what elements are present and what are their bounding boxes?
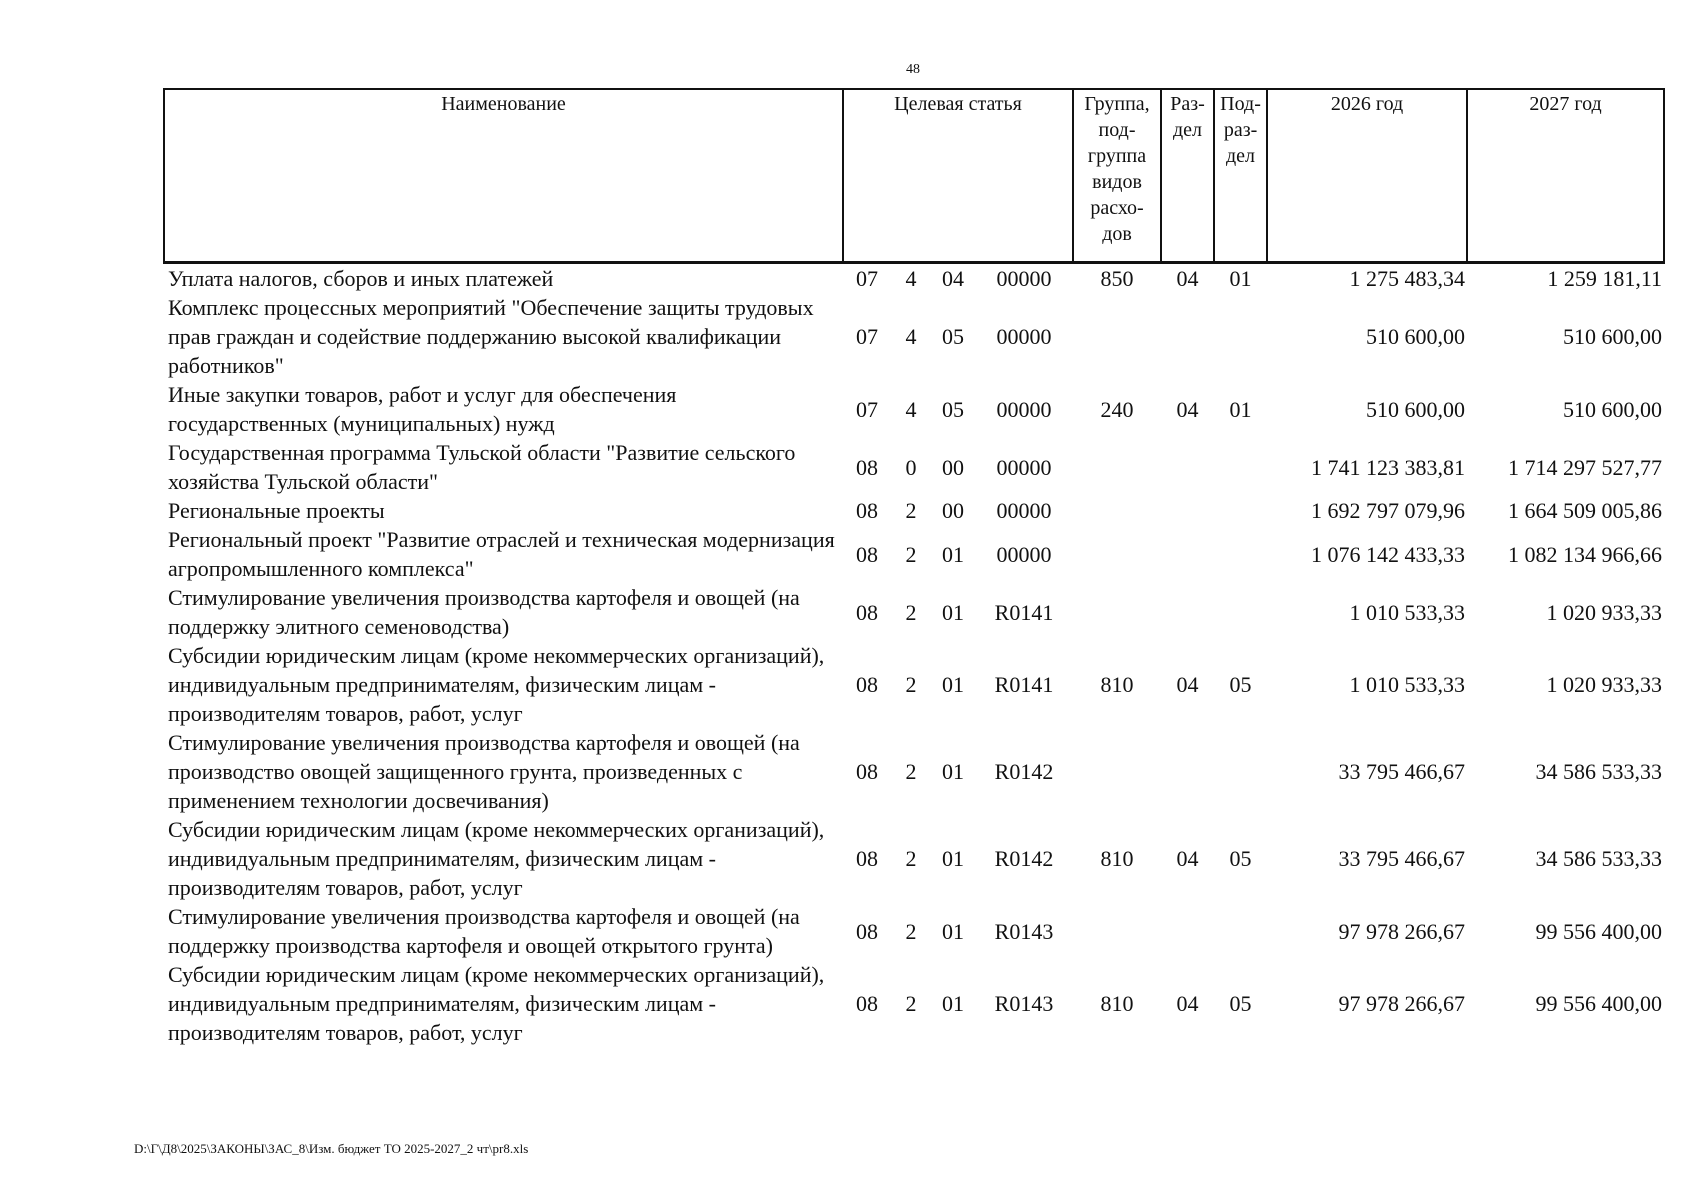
row-name: Субсидии юридическим лицам (кроме некоммерческих организаций), индивидуальным предпринимателям, физическим лицам - производителям товаров, работ, услуг bbox=[168, 817, 825, 900]
row-amount-2026: 1 741 123 383,81 bbox=[1311, 454, 1466, 480]
row-section bbox=[1161, 728, 1214, 815]
table-row bbox=[164, 496, 1664, 525]
row-expense-group bbox=[1073, 583, 1161, 641]
row-amount-2026: 33 795 466,67 bbox=[1338, 846, 1466, 871]
row-section: 04 bbox=[1176, 672, 1199, 697]
row-expense-group bbox=[1073, 525, 1161, 583]
table-header bbox=[164, 89, 1664, 263]
table-row bbox=[164, 902, 1664, 960]
header-expense-group: Группа, под-группа видов расхо-дов bbox=[1073, 89, 1161, 263]
row-name: Уплата налогов, сборов и иных платежей bbox=[168, 266, 554, 291]
row-amount-2026: 1 010 533,33 bbox=[1349, 672, 1466, 697]
row-code-program: 08 bbox=[856, 672, 878, 697]
table-row bbox=[164, 583, 1664, 641]
row-amount-2027: 510 600,00 bbox=[1563, 324, 1663, 349]
row-section: 04 bbox=[1176, 266, 1199, 291]
row-code-type: 2 bbox=[905, 759, 917, 784]
row-subsection: 05 bbox=[1229, 846, 1252, 871]
row-code-program: 07 bbox=[856, 324, 878, 349]
row-code-program: 08 bbox=[856, 759, 878, 784]
row-expense-group: 810 bbox=[1100, 991, 1134, 1016]
row-code-type: 4 bbox=[905, 396, 917, 422]
row-code-program: 08 bbox=[856, 846, 878, 871]
row-subsection bbox=[1214, 525, 1267, 583]
row-subsection: 01 bbox=[1229, 396, 1252, 422]
row-code-type: 2 bbox=[905, 599, 917, 625]
row-subsection bbox=[1214, 728, 1267, 815]
row-expense-group bbox=[1073, 496, 1161, 525]
row-name: Иные закупки товаров, работ и услуг для обеспечения государственных (муниципальных) нужд bbox=[168, 382, 677, 436]
row-code-type: 2 bbox=[905, 498, 917, 523]
row-expense-group bbox=[1073, 438, 1161, 496]
row-code-program: 08 bbox=[856, 918, 878, 944]
row-section bbox=[1161, 496, 1214, 525]
row-section bbox=[1161, 902, 1214, 960]
row-subsection bbox=[1214, 583, 1267, 641]
row-expense-group bbox=[1073, 902, 1161, 960]
row-subsection: 05 bbox=[1229, 991, 1252, 1016]
row-name: Стимулирование увеличения производства картофеля и овощей (на поддержку производства картофеля и овощей открытого грунта) bbox=[168, 904, 800, 958]
page-number: 48 bbox=[906, 62, 920, 77]
header-year-2027: 2027 год bbox=[1467, 89, 1664, 263]
row-code-direction: R0141 bbox=[994, 599, 1054, 625]
row-amount-2026: 1 076 142 433,33 bbox=[1311, 541, 1466, 567]
row-code-direction: 00000 bbox=[996, 541, 1052, 567]
row-code-direction: 00000 bbox=[996, 498, 1052, 523]
row-amount-2027: 1 714 297 527,77 bbox=[1508, 454, 1663, 480]
row-code-type: 2 bbox=[905, 918, 917, 944]
row-code-program: 07 bbox=[856, 396, 878, 422]
row-code-structure: 01 bbox=[942, 918, 964, 944]
row-code-direction: 00000 bbox=[996, 324, 1052, 349]
row-amount-2027: 99 556 400,00 bbox=[1535, 918, 1663, 944]
header-subsection: Под-раз-дел bbox=[1214, 89, 1267, 263]
row-code-structure: 04 bbox=[942, 266, 964, 291]
row-amount-2027: 1 020 933,33 bbox=[1546, 599, 1663, 625]
row-code-structure: 01 bbox=[942, 846, 964, 871]
row-amount-2026: 97 978 266,67 bbox=[1338, 918, 1466, 944]
header-year-2026: 2026 год bbox=[1267, 89, 1467, 263]
budget-table-container bbox=[163, 88, 1663, 1047]
row-code-direction: 00000 bbox=[996, 396, 1052, 422]
row-code-structure: 01 bbox=[942, 599, 964, 625]
table-row bbox=[164, 815, 1664, 902]
row-section bbox=[1161, 583, 1214, 641]
row-expense-group: 810 bbox=[1100, 672, 1134, 697]
table-row bbox=[164, 641, 1664, 728]
row-code-structure: 01 bbox=[942, 759, 964, 784]
row-name: Комплекс процессных мероприятий "Обеспечение защиты трудовых прав граждан и содействие поддержанию высокой квалификации работников" bbox=[168, 295, 814, 378]
row-section: 04 bbox=[1176, 991, 1199, 1016]
row-amount-2027: 99 556 400,00 bbox=[1535, 991, 1663, 1016]
row-code-structure: 00 bbox=[942, 454, 964, 480]
row-subsection bbox=[1214, 902, 1267, 960]
row-code-structure: 01 bbox=[942, 541, 964, 567]
row-code-type: 0 bbox=[905, 454, 917, 480]
table-body bbox=[164, 263, 1664, 1048]
row-code-type: 2 bbox=[905, 991, 917, 1016]
table-row bbox=[164, 960, 1664, 1047]
row-amount-2026: 510 600,00 bbox=[1366, 324, 1466, 349]
row-code-direction: R0142 bbox=[994, 759, 1054, 784]
row-amount-2026: 97 978 266,67 bbox=[1338, 991, 1466, 1016]
row-code-type: 4 bbox=[905, 324, 917, 349]
footer-file-path: D:\Г\Д8\2025\ЗАКОНЫ\ЗАС_8\Изм. бюджет ТО 2025-2027_2 чт\pr8.xls bbox=[134, 1141, 529, 1156]
row-section bbox=[1161, 438, 1214, 496]
row-name: Региональный проект "Развитие отраслей и техническая модернизация агропромышленного комплекса" bbox=[168, 527, 835, 581]
row-amount-2026: 1 692 797 079,96 bbox=[1311, 498, 1466, 523]
row-amount-2026: 1 010 533,33 bbox=[1349, 599, 1466, 625]
row-section: 04 bbox=[1176, 396, 1199, 422]
row-expense-group: 810 bbox=[1100, 846, 1134, 871]
row-section bbox=[1161, 293, 1214, 380]
row-subsection: 05 bbox=[1229, 672, 1252, 697]
row-name: Региональные проекты bbox=[168, 498, 385, 523]
row-code-type: 4 bbox=[905, 266, 917, 291]
row-subsection: 01 bbox=[1229, 266, 1252, 291]
row-amount-2027: 1 259 181,11 bbox=[1547, 266, 1663, 291]
row-amount-2026: 1 275 483,34 bbox=[1349, 266, 1466, 291]
row-code-program: 08 bbox=[856, 498, 878, 523]
row-code-type: 2 bbox=[905, 672, 917, 697]
table-row bbox=[164, 263, 1664, 294]
row-code-structure: 05 bbox=[942, 396, 964, 422]
row-amount-2027: 34 586 533,33 bbox=[1535, 759, 1663, 784]
row-code-direction: R0143 bbox=[994, 918, 1054, 944]
row-code-program: 08 bbox=[856, 454, 878, 480]
row-section bbox=[1161, 525, 1214, 583]
row-code-program: 08 bbox=[856, 991, 878, 1016]
row-expense-group bbox=[1073, 293, 1161, 380]
row-code-program: 08 bbox=[856, 541, 878, 567]
table-row bbox=[164, 380, 1664, 438]
row-subsection bbox=[1214, 293, 1267, 380]
row-code-type: 2 bbox=[905, 846, 917, 871]
row-name: Государственная программа Тульской области "Развитие сельского хозяйства Тульской области" bbox=[168, 440, 796, 494]
row-code-program: 08 bbox=[856, 599, 878, 625]
row-amount-2027: 1 664 509 005,86 bbox=[1508, 498, 1663, 523]
row-name: Субсидии юридическим лицам (кроме некоммерческих организаций), индивидуальным предпринимателям, физическим лицам - производителям товаров, работ, услуг bbox=[168, 962, 825, 1045]
row-code-direction: R0141 bbox=[994, 672, 1054, 697]
row-code-type: 2 bbox=[905, 541, 917, 567]
row-section: 04 bbox=[1176, 846, 1199, 871]
budget-table bbox=[163, 88, 1665, 1047]
row-code-direction: 00000 bbox=[996, 266, 1052, 291]
row-amount-2027: 1 020 933,33 bbox=[1546, 672, 1663, 697]
row-name: Стимулирование увеличения производства картофеля и овощей (на поддержку элитного семеноводства) bbox=[168, 585, 800, 639]
table-row bbox=[164, 525, 1664, 583]
row-amount-2026: 510 600,00 bbox=[1366, 396, 1466, 422]
table-row bbox=[164, 728, 1664, 815]
row-code-structure: 00 bbox=[942, 498, 964, 523]
row-code-structure: 01 bbox=[942, 672, 964, 697]
table-row bbox=[164, 438, 1664, 496]
row-expense-group bbox=[1073, 728, 1161, 815]
row-subsection bbox=[1214, 496, 1267, 525]
row-code-direction: R0143 bbox=[994, 991, 1054, 1016]
header-target-article: Целевая статья bbox=[843, 89, 1073, 263]
row-code-program: 07 bbox=[856, 266, 878, 291]
row-code-direction: R0142 bbox=[994, 846, 1054, 871]
row-name: Субсидии юридическим лицам (кроме некоммерческих организаций), индивидуальным предпринимателям, физическим лицам - производителям товаров, работ, услуг bbox=[168, 643, 825, 726]
row-expense-group: 240 bbox=[1100, 396, 1134, 422]
row-amount-2027: 1 082 134 966,66 bbox=[1508, 541, 1663, 567]
row-amount-2027: 34 586 533,33 bbox=[1535, 846, 1663, 871]
row-code-structure: 05 bbox=[942, 324, 964, 349]
header-name: Наименование bbox=[164, 89, 843, 263]
row-expense-group: 850 bbox=[1100, 266, 1134, 291]
row-amount-2026: 33 795 466,67 bbox=[1338, 759, 1466, 784]
header-section: Раз-дел bbox=[1161, 89, 1214, 263]
row-amount-2027: 510 600,00 bbox=[1563, 396, 1663, 422]
row-subsection bbox=[1214, 438, 1267, 496]
table-row bbox=[164, 293, 1664, 380]
row-code-direction: 00000 bbox=[996, 454, 1052, 480]
row-code-structure: 01 bbox=[942, 991, 964, 1016]
row-name: Стимулирование увеличения производства картофеля и овощей (на производство овощей защищенного грунта, произведенных с применением технологии досвечивания) bbox=[168, 730, 800, 813]
